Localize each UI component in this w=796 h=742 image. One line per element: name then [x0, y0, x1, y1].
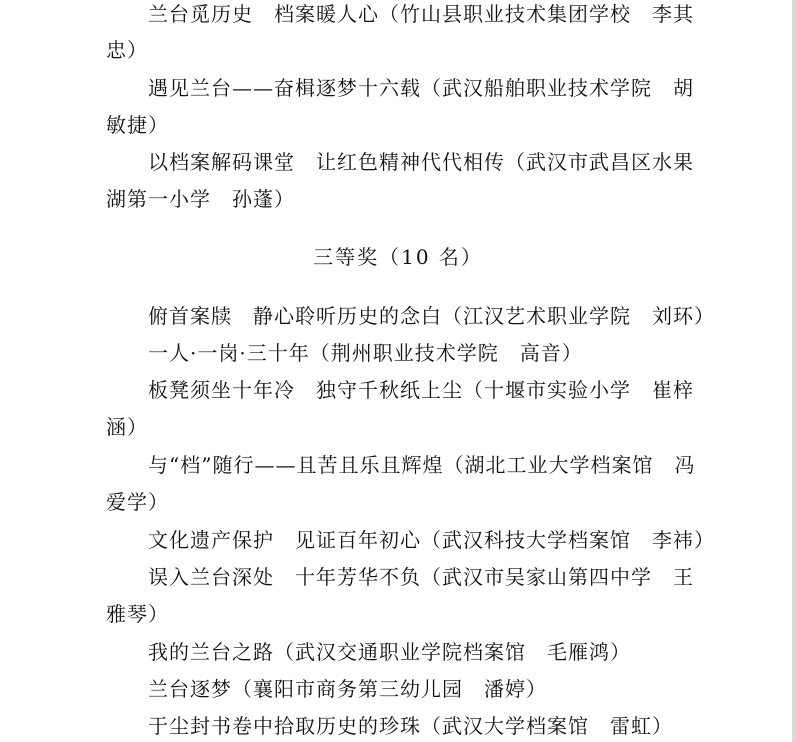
entry-continuation: 忠） — [106, 38, 148, 62]
entry-line: 于尘封书卷中拾取历史的珍珠（武汉大学档案馆 雷虹） — [148, 714, 673, 738]
entry-continuation: 雅琴） — [106, 602, 169, 626]
entry-line: 一人·一岗·三十年（荆州职业技术学院 高音） — [148, 341, 583, 365]
entry-line: 与“档”随行——且苦且乐且辉煌（湖北工业大学档案馆 冯 — [148, 453, 696, 477]
entry-line: 遇见兰台——奋楫逐梦十六载（武汉船舶职业技术学院 胡 — [148, 76, 694, 100]
entry-line: 我的兰台之路（武汉交通职业学院档案馆 毛雁鸿） — [148, 640, 631, 664]
entry-line: 误入兰台深处 十年芳华不负（武汉市吴家山第四中学 王 — [148, 565, 694, 589]
entry-line: 俯首案牍 静心聆听历史的念白（江汉艺术职业学院 刘环） — [148, 304, 715, 328]
entry-line: 板凳须坐十年冷 独守千秋纸上尘（十堰市实验小学 崔梓 — [148, 378, 694, 402]
entry-continuation: 敏捷） — [106, 113, 169, 137]
entry-line: 以档案解码课堂 让红色精神代代相传（武汉市武昌区水果 — [148, 150, 694, 174]
section-heading: 三等奖（10 名） — [313, 245, 483, 269]
entry-line: 兰台觅历史 档案暖人心（竹山县职业技术集团学校 李其 — [148, 2, 694, 26]
page-edge-divider — [792, 0, 796, 742]
entry-continuation: 湖第一小学 孙蓬） — [106, 187, 295, 211]
entry-line: 兰台逐梦（襄阳市商务第三幼儿园 潘婷） — [148, 677, 547, 701]
entry-continuation: 涵） — [106, 415, 148, 439]
entry-continuation: 爱学） — [106, 490, 169, 514]
entry-line: 文化遗产保护 见证百年初心（武汉科技大学档案馆 李祎） — [148, 528, 715, 552]
